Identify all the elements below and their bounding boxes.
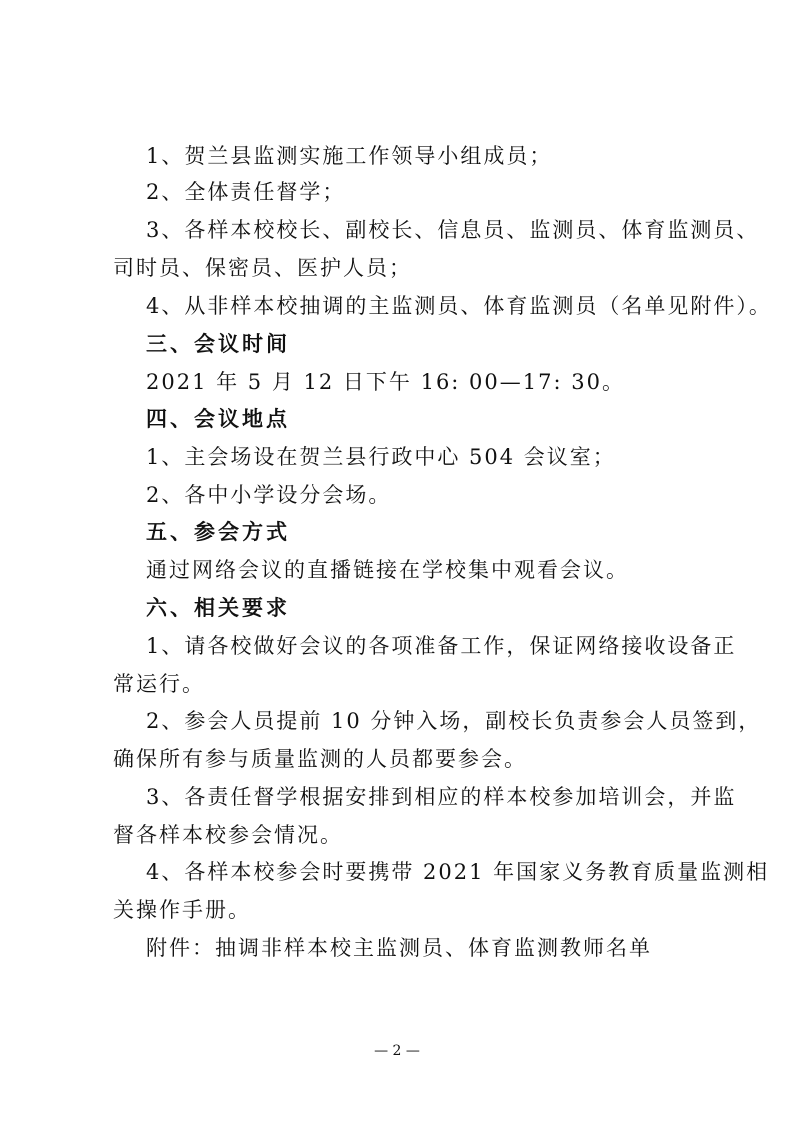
requirement-1-line-2: 常运行。 xyxy=(113,672,205,696)
requirement-3-line-2: 督各样本校参会情况。 xyxy=(113,823,343,847)
attachment-note: 附件：抽调非样本校主监测员、体育监测教师名单 xyxy=(146,936,652,960)
requirement-2-line-1: 2、参会人员提前 10 分钟入场，副校长负责参会人员签到， xyxy=(146,709,762,733)
requirement-4-line-1: 4、各样本校参会时要携带 2021 年国家义务教育质量监测相 xyxy=(146,860,770,884)
attendee-item-3-line-2: 司时员、保密员、医护人员； xyxy=(113,256,412,280)
section-heading-location: 四、会议地点 xyxy=(146,407,290,431)
page-number: — 2 — xyxy=(374,1043,420,1059)
attendance-method-text: 通过网络会议的直播链接在学校集中观看会议。 xyxy=(146,558,629,582)
location-item-2: 2、各中小学设分会场。 xyxy=(146,483,392,507)
attendee-item-2: 2、全体责任督学； xyxy=(146,180,346,204)
requirement-3-line-1: 3、各责任督学根据安排到相应的样本校参加培训会，并监 xyxy=(146,785,737,809)
requirement-4-line-2: 关操作手册。 xyxy=(113,898,251,922)
attendee-item-4: 4、从非样本校抽调的主监测员、体育监测员（名单见附件）。 xyxy=(146,294,772,318)
location-item-1: 1、主会场设在贺兰县行政中心 504 会议室； xyxy=(146,445,616,469)
requirement-1-line-1: 1、请各校做好会议的各项准备工作，保证网络接收设备正 xyxy=(146,634,737,658)
section-heading-attendance-method: 五、参会方式 xyxy=(146,520,290,544)
meeting-time-text: 2021 年 5 月 12 日下午 16: 00—17: 30。 xyxy=(146,370,625,394)
section-heading-requirements: 六、相关要求 xyxy=(146,596,290,620)
attendee-item-1: 1、贺兰县监测实施工作领导小组成员； xyxy=(146,144,553,168)
requirement-2-line-2: 确保所有参与质量监测的人员都要参会。 xyxy=(113,747,527,771)
attendee-item-3-line-1: 3、各样本校校长、副校长、信息员、监测员、体育监测员、 xyxy=(146,218,760,242)
section-heading-time: 三、会议时间 xyxy=(146,332,290,356)
